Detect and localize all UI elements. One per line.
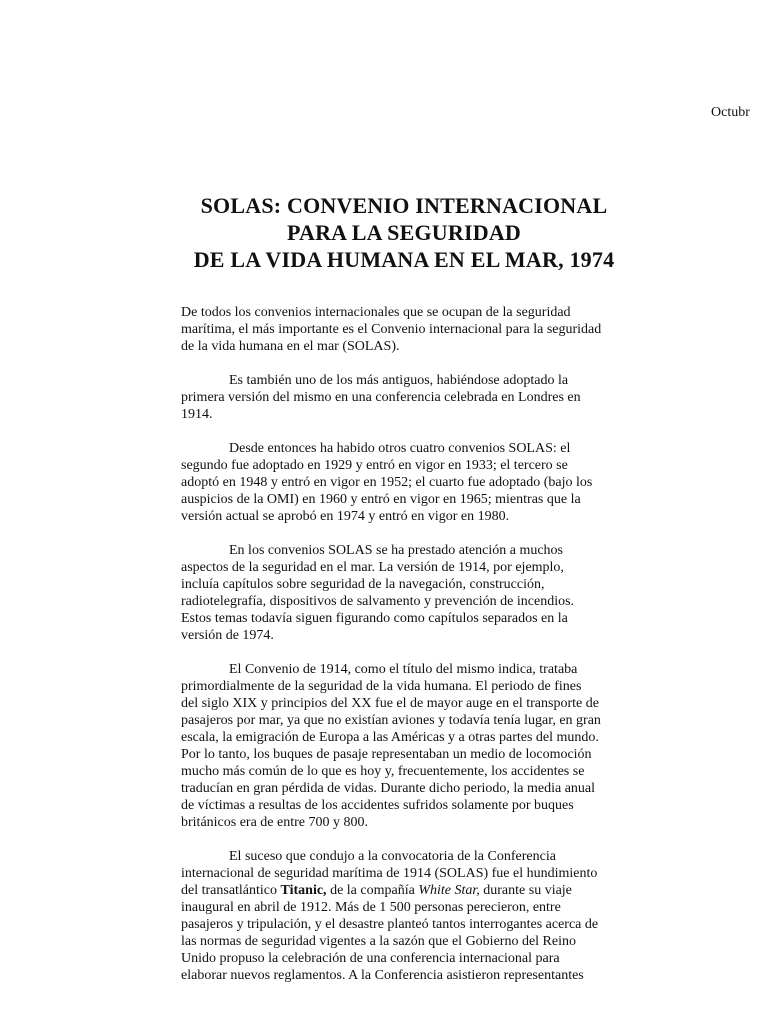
paragraph-1 — [181, 304, 601, 355]
paragraph-3 — [181, 440, 601, 525]
document-body — [181, 304, 601, 1001]
text-line: auspicios de la OMI) en 1960 y entró en vigor en 1965; mientras que la — [181, 492, 581, 507]
text-line — [181, 882, 601, 899]
text-segment: del transatlántico — [181, 883, 281, 898]
ship-name-titanic: Titanic, — [280, 883, 327, 898]
text-line: mucho más común de lo que es hoy y, frecuentemente, los accidentes se — [181, 764, 585, 779]
text-line: versión actual se aprobó en 1974 y entró en vigor en 1980. — [181, 509, 510, 524]
text-line: escala, la emigración de Europa a las Américas y a otras partes del mundo. — [181, 730, 599, 745]
text-line: El suceso que condujo a la convocatoria de la Conferencia — [229, 849, 556, 864]
text-line: de la vida humana en el mar (SOLAS). — [181, 339, 400, 354]
title-line-3: DE LA VIDA HUMANA EN EL MAR, 1974 — [193, 247, 615, 272]
text-line: incluía capítulos sobre seguridad de la navegación, construcción, — [181, 577, 545, 592]
text-line: Por lo tanto, los buques de pasaje representaban un medio de locomoción — [181, 747, 592, 762]
title-line-2: PARA LA SEGURIDAD — [286, 220, 522, 245]
text-line: De todos los convenios internacionales que se ocupan de la seguridad — [181, 305, 571, 320]
text-line: segundo fue adoptado en 1929 y entró en vigor en 1933; el tercero se — [181, 458, 568, 473]
text-line: las normas de seguridad vigentes a la sazón que el Gobierno del Reino — [181, 934, 576, 949]
paragraph-6 — [181, 848, 601, 984]
text-line: radiotelegrafía, dispositivos de salvamento y prevención de incendios. — [181, 594, 575, 609]
document-title — [0, 192, 768, 273]
text-line: traducían en gran pérdida de vidas. Durante dicho periodo, la media anual — [181, 781, 596, 796]
text-line: marítima, el más importante es el Convenio internacional para la seguridad — [181, 322, 602, 337]
text-line: En los convenios SOLAS se ha prestado atención a muchos — [229, 543, 563, 558]
text-line: pasajeros por mar, ya que no existían aviones y todavía tenía lugar, en gran — [181, 713, 601, 728]
date-header: Octubr — [711, 105, 750, 120]
text-line: primordialmente de la seguridad de la vida humana. El periodo de fines — [181, 679, 582, 694]
text-line: Estos temas todavía siguen figurando como capítulos separados en la — [181, 611, 568, 626]
text-segment: durante su viaje — [479, 883, 572, 898]
text-line: internacional de seguridad marítima de 1914 (SOLAS) fue el hundimiento — [181, 866, 598, 881]
text-line: del siglo XIX y principios del XX fue el de mayor auge en el transporte de — [181, 696, 599, 711]
paragraph-5 — [181, 661, 601, 831]
text-line: de víctimas a resultas de los accidentes sufridos solamente por buques — [181, 798, 574, 813]
text-line: El Convenio de 1914, como el título del mismo indica, trataba — [229, 662, 578, 677]
text-line: versión de 1974. — [181, 628, 274, 643]
text-line: adoptó en 1948 y entró en vigor en 1952; el cuarto fue adoptado (bajo los — [181, 475, 593, 490]
paragraph-4 — [181, 542, 601, 644]
text-line: Es también uno de los más antiguos, habiéndose adoptado la — [229, 373, 569, 388]
text-line: británicos era de entre 700 y 800. — [181, 815, 368, 830]
company-name-white-star: White Star, — [418, 883, 480, 898]
text-line: aspectos de la seguridad en el mar. La versión de 1914, por ejemplo, — [181, 560, 564, 575]
text-line: Desde entonces ha habido otros cuatro convenios SOLAS: el — [229, 441, 571, 456]
text-line: pasajeros y tripulación, y el desastre planteó tantos interrogantes acerca de — [181, 917, 599, 932]
paragraph-2 — [181, 372, 601, 423]
text-line: 1914. — [181, 407, 213, 422]
text-line: primera versión del mismo en una conferencia celebrada en Londres en — [181, 390, 581, 405]
text-line: inaugural en abril de 1912. Más de 1 500 personas perecieron, entre — [181, 900, 561, 915]
text-line: Unido propuso la celebración de una conferencia internacional para — [181, 951, 560, 966]
text-line: elaborar nuevos reglamentos. A la Conferencia asistieron representantes — [181, 968, 584, 983]
title-line-1: SOLAS: CONVENIO INTERNACIONAL — [200, 193, 608, 218]
text-segment: de la compañía — [326, 883, 419, 898]
